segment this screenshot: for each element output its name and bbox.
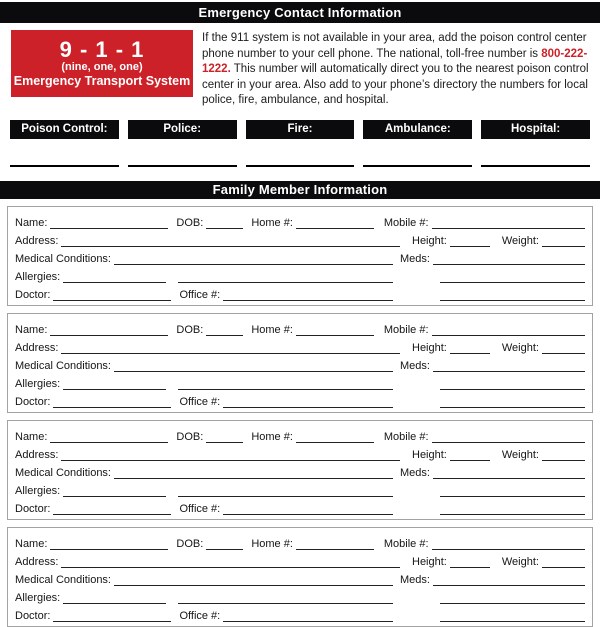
home-phone-label: Home #: xyxy=(251,323,293,336)
name-label: Name: xyxy=(15,216,48,229)
height-line[interactable] xyxy=(450,235,490,247)
member-row-medical xyxy=(15,354,585,372)
member-row-medical xyxy=(15,568,585,586)
page-title: Emergency Contact Information xyxy=(0,2,600,23)
meds-continued-line-2[interactable] xyxy=(440,503,585,515)
office-phone-line[interactable] xyxy=(223,289,393,301)
meds-line[interactable] xyxy=(433,574,585,586)
dob-line[interactable] xyxy=(206,431,243,443)
mobile-phone-label: Mobile #: xyxy=(383,537,429,550)
office-phone-line[interactable] xyxy=(223,503,393,515)
doctor-line[interactable] xyxy=(53,289,171,301)
medical-conditions-label: Medical Conditions: xyxy=(15,252,111,265)
911-number: 9 - 1 - 1 xyxy=(59,37,145,62)
member-row-address xyxy=(15,229,585,247)
allergies-line-2[interactable] xyxy=(178,592,393,604)
weight-line[interactable] xyxy=(542,556,585,568)
member-row-address xyxy=(15,443,585,461)
allergies-line-1[interactable] xyxy=(63,592,166,604)
contact-bar-hospital: Hospital: xyxy=(481,120,590,139)
contact-fill-line-ambulance[interactable] xyxy=(363,165,472,167)
meds-continued-line-1[interactable] xyxy=(440,592,585,604)
allergies-label: Allergies: xyxy=(15,591,61,604)
member-row-name xyxy=(15,211,585,229)
emergency-info-section xyxy=(11,30,589,109)
medical-conditions-label: Medical Conditions: xyxy=(15,466,111,479)
dob-line[interactable] xyxy=(206,324,243,336)
home-phone-label: Home #: xyxy=(251,216,293,229)
office-phone-label: Office #: xyxy=(179,288,221,301)
name-line[interactable] xyxy=(50,324,168,336)
contact-bar-poisoncontrol: Poison Control: xyxy=(10,120,119,139)
allergies-label: Allergies: xyxy=(15,484,61,497)
weight-line[interactable] xyxy=(542,235,585,247)
dob-label: DOB: xyxy=(176,323,204,336)
contact-fill-line-fire[interactable] xyxy=(246,165,355,167)
allergies-label: Allergies: xyxy=(15,377,61,390)
medical-conditions-label: Medical Conditions: xyxy=(15,359,111,372)
weight-line[interactable] xyxy=(542,342,585,354)
height-line[interactable] xyxy=(450,556,490,568)
family-section-title: Family Member Information xyxy=(0,181,600,199)
member-row-doctor xyxy=(15,497,585,515)
allergies-line-2[interactable] xyxy=(178,271,393,283)
contact-fill-line-police[interactable] xyxy=(128,165,237,167)
weight-line[interactable] xyxy=(542,449,585,461)
medical-conditions-line[interactable] xyxy=(114,574,393,586)
address-label: Address: xyxy=(15,234,59,247)
address-line[interactable] xyxy=(61,449,400,461)
name-line[interactable] xyxy=(50,431,168,443)
home-phone-line[interactable] xyxy=(296,324,374,336)
meds-label: Meds: xyxy=(400,466,430,479)
home-phone-label: Home #: xyxy=(251,537,293,550)
office-phone-label: Office #: xyxy=(179,609,221,622)
member-row-name xyxy=(15,425,585,443)
member-boxes-container xyxy=(7,206,593,627)
address-label: Address: xyxy=(15,448,59,461)
medical-conditions-label: Medical Conditions: xyxy=(15,573,111,586)
address-label: Address: xyxy=(15,555,59,568)
doctor-line[interactable] xyxy=(53,610,171,622)
doctor-label: Doctor: xyxy=(15,395,51,408)
allergies-label: Allergies: xyxy=(15,270,61,283)
height-label: Height: xyxy=(412,555,447,568)
height-label: Height: xyxy=(412,448,447,461)
office-phone-line[interactable] xyxy=(223,396,393,408)
member-row-allergies xyxy=(15,479,585,497)
name-label: Name: xyxy=(15,323,48,336)
contact-fill-line-poisoncontrol[interactable] xyxy=(10,165,119,167)
doctor-label: Doctor: xyxy=(15,502,51,515)
member-row-doctor xyxy=(15,604,585,622)
dob-label: DOB: xyxy=(176,430,204,443)
office-phone-line[interactable] xyxy=(223,610,393,622)
doctor-label: Doctor: xyxy=(15,288,51,301)
info-text-after: This number will automatically direct you to the nearest poison control center in your area. Also add to your phone’s directory the numbers for local police, fire, ambulance, and hospital. xyxy=(202,63,589,107)
member-row-doctor xyxy=(15,283,585,301)
address-label: Address: xyxy=(15,341,59,354)
allergies-line-2[interactable] xyxy=(178,378,393,390)
911-number-words: (nine, one, one) xyxy=(61,61,143,73)
911-red-box xyxy=(11,30,193,97)
medical-conditions-line[interactable] xyxy=(114,360,393,372)
mobile-phone-label: Mobile #: xyxy=(383,430,429,443)
dob-line[interactable] xyxy=(206,217,243,229)
dob-label: DOB: xyxy=(176,216,204,229)
dob-label: DOB: xyxy=(176,537,204,550)
contact-fill-line-hospital[interactable] xyxy=(481,165,590,167)
member-row-address xyxy=(15,336,585,354)
contact-label-bars xyxy=(10,120,590,139)
address-line[interactable] xyxy=(61,342,400,354)
name-label: Name: xyxy=(15,537,48,550)
contact-bar-fire: Fire: xyxy=(246,120,355,139)
doctor-label: Doctor: xyxy=(15,609,51,622)
mobile-phone-line[interactable] xyxy=(432,324,585,336)
meds-line[interactable] xyxy=(433,467,585,479)
contact-fill-lines xyxy=(10,165,590,167)
meds-continued-line-1[interactable] xyxy=(440,271,585,283)
member-row-allergies xyxy=(15,372,585,390)
meds-continued-line-1[interactable] xyxy=(440,378,585,390)
info-text-before: If the 911 system is not available in your area, add the poison control center phone number to your cell phone. The national, toll-free number is xyxy=(202,32,587,60)
member-row-allergies xyxy=(15,586,585,604)
meds-continued-line-2[interactable] xyxy=(440,610,585,622)
address-line[interactable] xyxy=(61,235,400,247)
member-box xyxy=(7,527,593,627)
name-line[interactable] xyxy=(50,538,168,550)
member-row-address xyxy=(15,550,585,568)
emergency-transport-label: Emergency Transport System xyxy=(13,74,191,88)
member-box xyxy=(7,313,593,413)
name-line[interactable] xyxy=(50,217,168,229)
meds-continued-line-2[interactable] xyxy=(440,289,585,301)
mobile-phone-label: Mobile #: xyxy=(383,323,429,336)
meds-line[interactable] xyxy=(433,253,585,265)
allergies-line-1[interactable] xyxy=(63,485,166,497)
home-phone-label: Home #: xyxy=(251,430,293,443)
member-box xyxy=(7,420,593,520)
height-line[interactable] xyxy=(450,449,490,461)
contact-bar-ambulance: Ambulance: xyxy=(363,120,472,139)
weight-label: Weight: xyxy=(501,555,539,568)
height-label: Height: xyxy=(412,341,447,354)
allergies-line-1[interactable] xyxy=(63,378,166,390)
medical-conditions-line[interactable] xyxy=(114,253,393,265)
member-row-allergies xyxy=(15,265,585,283)
meds-line[interactable] xyxy=(433,360,585,372)
weight-label: Weight: xyxy=(501,234,539,247)
home-phone-line[interactable] xyxy=(296,538,374,550)
weight-label: Weight: xyxy=(501,341,539,354)
meds-label: Meds: xyxy=(400,359,430,372)
mobile-phone-line[interactable] xyxy=(432,217,585,229)
member-row-name xyxy=(15,318,585,336)
home-phone-line[interactable] xyxy=(296,431,374,443)
medical-conditions-line[interactable] xyxy=(114,467,393,479)
height-line[interactable] xyxy=(450,342,490,354)
member-row-name xyxy=(15,532,585,550)
office-phone-label: Office #: xyxy=(179,502,221,515)
meds-continued-line-1[interactable] xyxy=(440,485,585,497)
mobile-phone-line[interactable] xyxy=(432,431,585,443)
poison-control-phone-number: 800-222-1222. xyxy=(202,47,588,76)
meds-label: Meds: xyxy=(400,252,430,265)
office-phone-label: Office #: xyxy=(179,395,221,408)
doctor-line[interactable] xyxy=(53,503,171,515)
member-box xyxy=(7,206,593,306)
meds-continued-line-2[interactable] xyxy=(440,396,585,408)
member-row-medical xyxy=(15,461,585,479)
height-label: Height: xyxy=(412,234,447,247)
mobile-phone-line[interactable] xyxy=(432,538,585,550)
poison-control-paragraph xyxy=(202,30,589,109)
address-line[interactable] xyxy=(61,556,400,568)
doctor-line[interactable] xyxy=(53,396,171,408)
name-label: Name: xyxy=(15,430,48,443)
weight-label: Weight: xyxy=(501,448,539,461)
mobile-phone-label: Mobile #: xyxy=(383,216,429,229)
contact-bar-police: Police: xyxy=(128,120,237,139)
member-row-medical xyxy=(15,247,585,265)
allergies-line-2[interactable] xyxy=(178,485,393,497)
home-phone-line[interactable] xyxy=(296,217,374,229)
member-row-doctor xyxy=(15,390,585,408)
allergies-line-1[interactable] xyxy=(63,271,166,283)
meds-label: Meds: xyxy=(400,573,430,586)
dob-line[interactable] xyxy=(206,538,243,550)
